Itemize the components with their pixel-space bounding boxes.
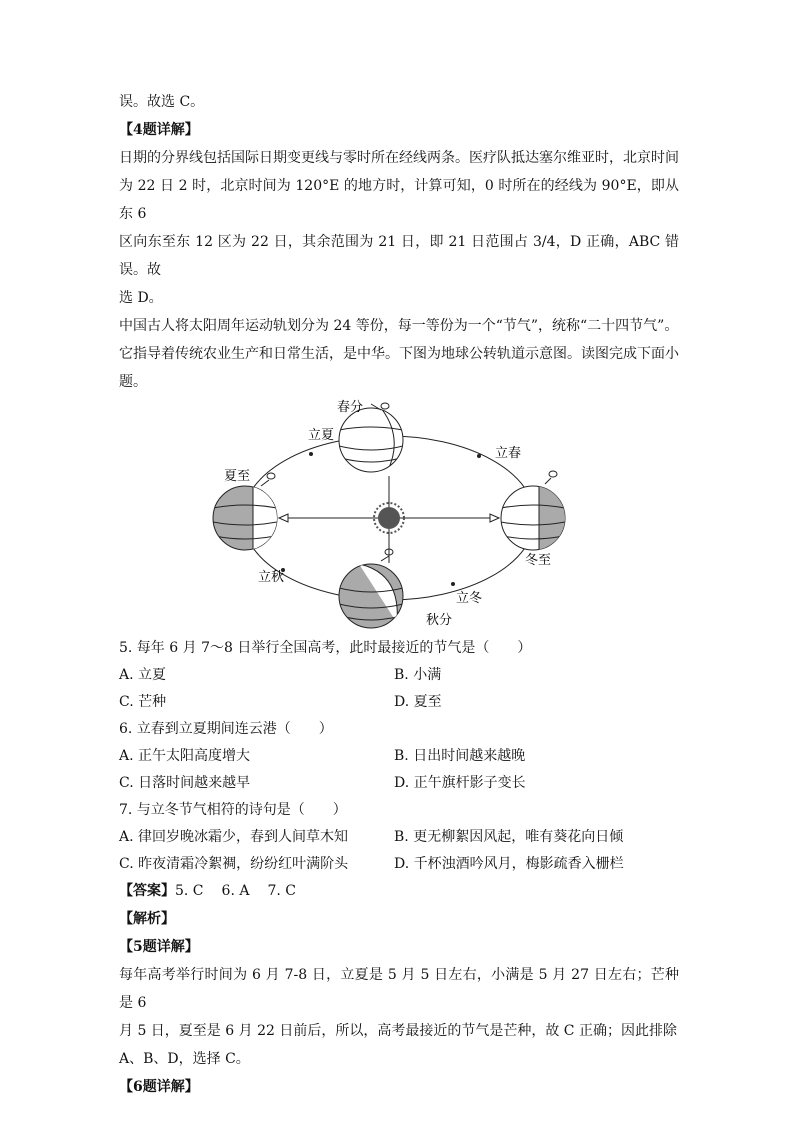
earth-dongzhi-icon xyxy=(501,471,569,554)
passage-line-1: 中国古人将太阳周年运动轨划分为 24 等份，每一等份为一个“节气”，统称“二十四节气”。 xyxy=(119,318,679,334)
analysis-heading: 【解析】 xyxy=(119,911,175,927)
document-page xyxy=(119,88,679,1101)
label-xiazhi: 夏至 xyxy=(224,469,251,484)
label-qiufen: 秋分 xyxy=(426,613,453,628)
answer-row xyxy=(119,878,679,905)
orbit-diagram-svg xyxy=(119,398,679,633)
q4-heading: 【4题详解】 xyxy=(119,122,199,138)
intro-line: 误。故选 C。 xyxy=(119,94,205,110)
question-5-option-a[interactable]: A. 立夏 xyxy=(119,667,167,683)
question-7-options-row-1 xyxy=(119,824,679,851)
arrow-left xyxy=(279,514,288,522)
answer-label: 【答案】 xyxy=(119,883,175,899)
question-6-option-d[interactable]: D. 正午旗杆影子变长 xyxy=(394,775,526,791)
label-lixia: 立夏 xyxy=(308,428,335,443)
label-chunfen: 春分 xyxy=(337,400,364,415)
q4-text-2: 为 22 日 2 时，北京时间为 120°E 的地方时，计算可知，0 时所在的经线为 90°E，即从东 6 xyxy=(119,178,679,222)
earth-xiazhi-icon xyxy=(213,473,283,554)
label-lidong: 立冬 xyxy=(456,591,483,606)
question-5-option-c[interactable]: C. 芒种 xyxy=(119,694,167,710)
dot-lixia xyxy=(309,452,313,456)
answer-item-7: 7. C xyxy=(267,883,296,899)
question-5-options-row-1 xyxy=(119,662,679,689)
q6-heading: 【6题详解】 xyxy=(119,1079,199,1095)
question-7-option-d[interactable]: D. 千杯浊酒吟风月，梅影疏香入栅栏 xyxy=(394,856,624,872)
label-dongzhi: 冬至 xyxy=(525,553,552,568)
q5-heading: 【5题详解】 xyxy=(119,939,199,955)
orbit-diagram xyxy=(119,398,679,633)
q4-text-3: 区向东至东 12 区为 22 日，其余范围为 21 日，即 21 日范围占 3/4，D 正确，ABC 错误。故 xyxy=(119,234,679,278)
answer-item-6: 6. A xyxy=(221,883,250,899)
dot-lidong xyxy=(451,582,455,586)
passage-line-2: 它指导着传统农业生产和日常生活，是中华。下图为地球公转轨道示意图。读图完成下面小 xyxy=(119,346,679,362)
question-6-option-c[interactable]: C. 日落时间越来越早 xyxy=(119,775,251,791)
question-5-option-d[interactable]: D. 夏至 xyxy=(394,694,442,710)
label-lichun: 立春 xyxy=(495,446,522,461)
answer-item-5: 5. C xyxy=(175,883,204,899)
passage-line-3: 题。 xyxy=(119,374,147,390)
question-5-option-b[interactable]: B. 小满 xyxy=(394,667,442,683)
q5-text-3: A、B、D，选择 C。 xyxy=(119,1051,250,1067)
q4-text-1: 日期的分界线包括国际日期变更线与零时所在经线两条。医疗队抵达塞尔维亚时，北京时间 xyxy=(119,150,679,166)
question-6-option-a[interactable]: A. 正午太阳高度增大 xyxy=(119,748,251,764)
question-6-options-row-2 xyxy=(119,770,679,797)
question-6-options-row-1 xyxy=(119,743,679,770)
q5-text-2: 月 5 日，夏至是 6 月 22 日前后，所以，高考最接近的节气是芒种，故 C 正确；因此排除 xyxy=(119,1023,677,1039)
question-7-options-row-2 xyxy=(119,851,679,878)
earth-qiufen-icon xyxy=(339,549,403,628)
question-7-stem: 7. 与立冬节气相符的诗句是（ ） xyxy=(119,802,347,818)
dot-lichun xyxy=(477,454,481,458)
question-5-stem: 5. 每年 6 月 7～8 日举行全国高考，此时最接近的节气是（ ） xyxy=(119,640,532,656)
question-7-option-c[interactable]: C. 昨夜清霜冷絮裯，纷纷红叶满阶头 xyxy=(119,856,349,872)
sun-icon xyxy=(374,503,404,533)
question-7-option-b[interactable]: B. 更无柳絮因风起，唯有葵花向日倾 xyxy=(394,829,624,845)
question-6-stem: 6. 立春到立夏期间连云港（ ） xyxy=(119,721,333,737)
label-liqiu: 立秋 xyxy=(258,570,285,585)
question-6-option-b[interactable]: B. 日出时间越来越晚 xyxy=(394,748,526,764)
question-7-option-a[interactable]: A. 律回岁晚冰霜少，春到人间草木知 xyxy=(119,829,349,845)
arrow-right xyxy=(490,514,499,522)
question-5-options-row-2 xyxy=(119,689,679,716)
q4-text-4: 选 D。 xyxy=(119,290,163,306)
q5-text-1: 每年高考举行时间为 6 月 7-8 日，立夏是 5 月 5 日左右，小满是 5 月 27 日左右；芒种是 6 xyxy=(119,967,679,1011)
